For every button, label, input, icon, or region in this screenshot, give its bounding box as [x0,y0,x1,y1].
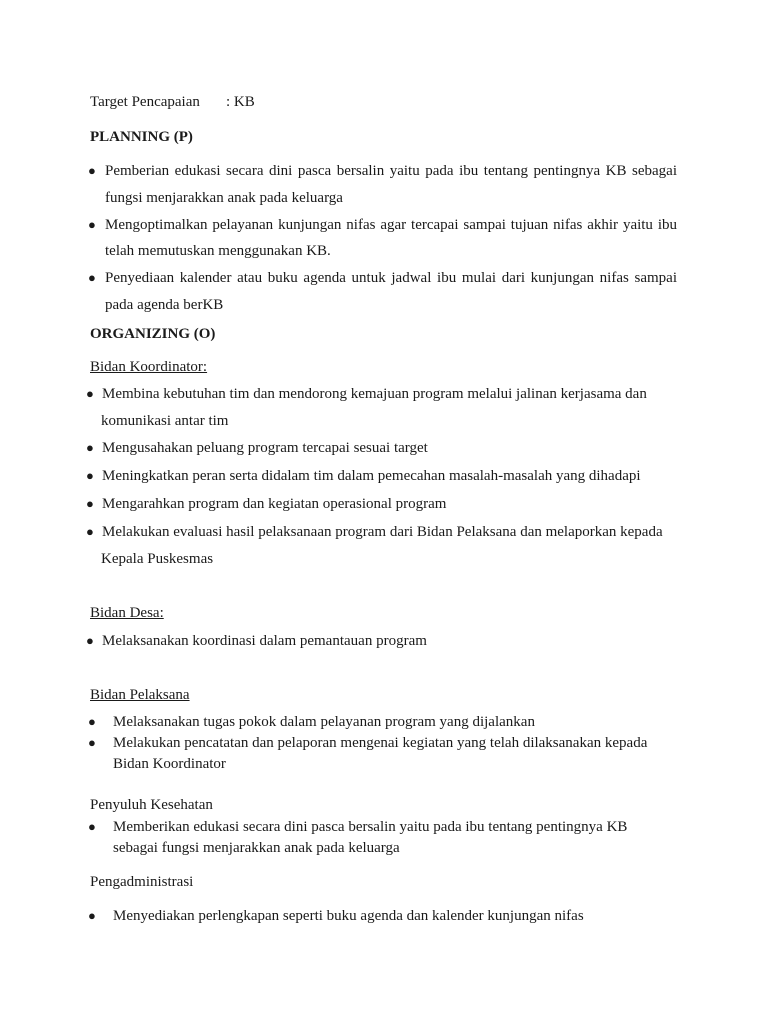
bullet-icon: ● [86,468,94,483]
bullet-icon: ● [86,440,94,455]
pelaksana-item-line: Bidan Koordinator [113,756,226,772]
koordinator-item-line: Melakukan evaluasi hasil pelaksanaan program dari Bidan Pelaksana dan melaporkan kepada [102,524,663,540]
pelaksana-item-line: Melaksanakan tugas pokok dalam pelayanan program yang dijalankan [113,714,535,730]
bullet-icon: ● [88,819,96,834]
pelaksana-title: Bidan Pelaksana [90,687,190,703]
penyuluh-title: Penyuluh Kesehatan [90,797,213,813]
koordinator-title: Bidan Koordinator: [90,359,208,375]
koordinator-item-line: Membina kebutuhan tim dan mendorong kemajuan program melalui jalinan kerjasama dan [102,386,647,402]
bullet-icon: ● [86,524,94,539]
bullet-icon: ● [86,386,94,401]
planning-item-line: fungsi menjarakkan anak pada keluarga [105,190,343,206]
desa-item-line: Melaksanakan koordinasi dalam pemantauan program [102,633,427,649]
bullet-icon: ● [88,217,96,232]
bullet-icon: ● [88,908,96,923]
planning-item-line: telah memutuskan menggunakan KB. [105,243,331,259]
planning-item-line: pada agenda berKB [105,297,224,313]
planning-item-line: Pemberian edukasi secara dini pasca bersalin yaitu pada ibu tentang pentingnya KB sebagai [105,163,677,179]
bullet-icon: ● [88,714,96,729]
target-label: Target Pencapaian [90,94,200,110]
bullet-icon: ● [88,735,96,750]
penyuluh-item-line: sebagai fungsi menjarakkan anak pada keluarga [113,840,400,856]
pengadministrasi-title: Pengadministrasi [90,874,194,890]
koordinator-item-line: Mengusahakan peluang program tercapai sesuai target [102,440,428,456]
koordinator-item-line: Meningkatkan peran serta didalam tim dalam pemecahan masalah-masalah yang dihadapi [102,468,641,484]
organizing-heading: ORGANIZING (O) [90,326,216,342]
pengadministrasi-item-line: Menyediakan perlengkapan seperti buku agenda dan kalender kunjungan nifas [113,908,584,924]
koordinator-item-line: Mengarahkan program dan kegiatan operasional program [102,496,447,512]
penyuluh-item-line: Memberikan edukasi secara dini pasca bersalin yaitu pada ibu tentang pentingnya KB [113,819,628,835]
bullet-icon: ● [86,496,94,511]
planning-item-line: Mengoptimalkan pelayanan kunjungan nifas agar tercapai sampai tujuan nifas akhir yaitu ibu [105,217,677,233]
target-value: : KB [226,94,255,110]
desa-title: Bidan Desa: [90,605,164,621]
koordinator-item-line: komunikasi antar tim [101,413,229,429]
bullet-icon: ● [88,163,96,178]
planning-heading: PLANNING (P) [90,129,193,145]
koordinator-item-line: Kepala Puskesmas [101,551,214,567]
bullet-icon: ● [86,633,94,648]
planning-item-line: Penyediaan kalender atau buku agenda untuk jadwal ibu mulai dari kunjungan nifas sampai [105,270,677,286]
pelaksana-item-line: Melakukan pencatatan dan pelaporan mengenai kegiatan yang telah dilaksanakan kepada [113,735,648,751]
bullet-icon: ● [88,270,96,285]
